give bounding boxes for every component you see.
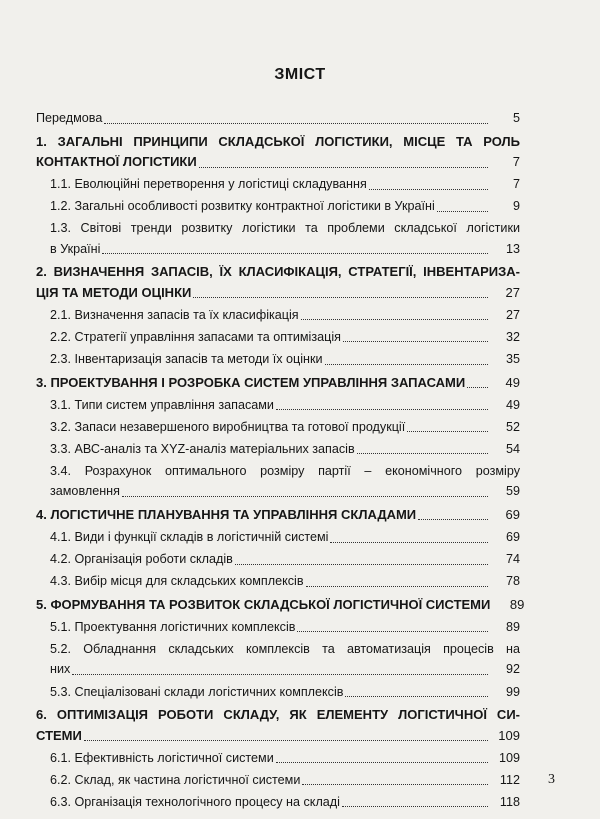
toc-entry-text: 1.1. Еволюційні перетворення у логістиці складування bbox=[50, 177, 367, 192]
toc-entry-text: 3.3. АВС-аналіз та XYZ-аналіз матеріальних запасів bbox=[50, 441, 355, 456]
dot-leader bbox=[345, 695, 488, 697]
toc-entry bbox=[36, 108, 520, 129]
toc-page-number: 9 bbox=[512, 199, 520, 214]
dot-leader bbox=[302, 783, 488, 785]
toc-page-number: 27 bbox=[505, 307, 520, 322]
toc-entry-text: 5.1. Проектування логістичних комплексів bbox=[50, 619, 296, 634]
toc-entry-text: ЦІЯ ТА МЕТОДИ ОЦІНКИ bbox=[36, 284, 192, 300]
dot-leader bbox=[297, 630, 488, 632]
toc-chapter bbox=[36, 262, 520, 303]
toc-entry-text: 3.2. Запаси незавершеного виробництва та готової продукції bbox=[50, 419, 406, 434]
toc-page-number: 118 bbox=[499, 794, 520, 809]
toc-chapter bbox=[36, 705, 520, 746]
dot-leader bbox=[418, 518, 488, 520]
toc-page-number: 5 bbox=[512, 111, 520, 125]
toc-entry-text: 4.3. Вибір місця для складських комплексів bbox=[50, 574, 304, 589]
dot-leader bbox=[437, 210, 488, 212]
toc-section bbox=[36, 349, 520, 370]
toc-entry-text: 1.2. Загальні особливості розвитку контрактної логістики в Україні bbox=[50, 199, 435, 214]
toc-entry-text: 3.1. Типи систем управління запасами bbox=[50, 397, 274, 412]
toc-page-number: 54 bbox=[505, 441, 520, 456]
toc-entry-text: 3.4. Розрахунок оптимального розміру партії – економічного розміру bbox=[50, 463, 520, 478]
toc-entry-text: 6.2. Склад, як частина логістичної системи bbox=[50, 772, 301, 787]
toc-entry-text: в Україні bbox=[50, 241, 101, 256]
table-of-contents bbox=[36, 108, 525, 814]
page-title: ЗМІСТ bbox=[274, 66, 326, 83]
toc-section bbox=[36, 174, 520, 195]
toc-entry-text: 2.2. Стратегії управління запасами та оптимізація bbox=[50, 329, 341, 344]
toc-entry-text: СТЕМИ bbox=[36, 727, 82, 743]
toc-page-number: 92 bbox=[505, 662, 520, 677]
toc-page-number: 99 bbox=[505, 684, 520, 699]
toc-entry-text: 5.3. Спеціалізовані склади логістичних комплексів bbox=[50, 684, 344, 699]
dot-leader bbox=[369, 188, 488, 190]
toc-section bbox=[36, 682, 520, 703]
toc-section bbox=[36, 327, 520, 348]
dot-leader bbox=[199, 166, 488, 168]
page-number: 3 bbox=[548, 772, 555, 787]
toc-page-number: 109 bbox=[498, 750, 520, 765]
toc-chapter bbox=[36, 595, 525, 616]
dot-leader bbox=[193, 296, 488, 298]
toc-section bbox=[36, 417, 520, 438]
toc-page-number: 49 bbox=[505, 397, 520, 412]
toc-page-number: 112 bbox=[499, 772, 520, 787]
toc-page-number: 13 bbox=[505, 241, 520, 256]
toc-page-number: 109 bbox=[498, 727, 520, 743]
toc-chapter bbox=[36, 132, 520, 173]
dot-leader bbox=[330, 541, 488, 543]
toc-section bbox=[36, 792, 520, 813]
toc-entry-text: 4. ЛОГІСТИЧНЕ ПЛАНУВАННЯ ТА УПРАВЛІННЯ СКЛАДАМИ bbox=[36, 506, 417, 522]
toc-page-number: 32 bbox=[505, 329, 520, 344]
dot-leader bbox=[276, 761, 488, 763]
toc-page-number: 52 bbox=[505, 419, 520, 434]
toc-entry-text: 1. ЗАГАЛЬНІ ПРИНЦИПИ СКЛАДСЬКОЇ ЛОГІСТИКИ, МІСЦЕ ТА РОЛЬ bbox=[36, 133, 520, 149]
toc-page-number: 7 bbox=[512, 154, 520, 169]
dot-leader bbox=[342, 805, 488, 807]
toc-chapter bbox=[36, 505, 520, 526]
dot-leader bbox=[104, 122, 488, 124]
dot-leader bbox=[407, 430, 488, 432]
toc-entry-text: них bbox=[50, 662, 71, 677]
toc-section bbox=[36, 196, 520, 217]
toc-entry-text: 6.3. Організація технологічного процесу на складі bbox=[50, 794, 340, 809]
toc-page-number: 78 bbox=[505, 574, 520, 589]
dot-leader bbox=[84, 739, 488, 741]
dot-leader bbox=[235, 563, 488, 565]
dot-leader bbox=[102, 252, 488, 254]
toc-section bbox=[36, 439, 520, 460]
dot-leader bbox=[306, 585, 488, 587]
toc-entry-text: 2.1. Визначення запасів та їх класифікація bbox=[50, 307, 299, 322]
toc-section bbox=[36, 305, 520, 326]
toc-entry-text: 3. ПРОЕКТУВАННЯ І РОЗРОБКА СИСТЕМ УПРАВЛІННЯ ЗАПАСАМИ bbox=[36, 374, 466, 390]
toc-entry-text: 4.1. Види і функції складів в логістичній системі bbox=[50, 530, 329, 545]
dot-leader bbox=[276, 408, 488, 410]
toc-page-number: 69 bbox=[505, 506, 520, 522]
toc-chapter bbox=[36, 373, 520, 394]
toc-section bbox=[36, 571, 520, 592]
toc-entry-text: 4.2. Організація роботи складів bbox=[50, 552, 233, 567]
toc-entry-text: КОНТАКТНОЇ ЛОГІСТИКИ bbox=[36, 154, 197, 169]
dot-leader bbox=[357, 452, 488, 454]
toc-page-number: 49 bbox=[505, 374, 520, 390]
toc-section bbox=[36, 527, 520, 548]
toc-entry-text: 2.3. Інвентаризація запасів та методи їх оцінки bbox=[50, 352, 323, 367]
toc-entry-text: Передмова bbox=[36, 111, 103, 125]
toc-entry-text: 1.3. Світові тренди розвитку логістики та проблеми складської логістики bbox=[50, 221, 520, 236]
toc-page-number: 59 bbox=[505, 484, 520, 499]
toc-entry-text: замовлення bbox=[50, 484, 120, 499]
dot-leader bbox=[343, 340, 488, 342]
dot-leader bbox=[122, 495, 488, 497]
toc-section bbox=[36, 617, 520, 638]
dot-leader bbox=[325, 363, 488, 365]
toc-page-number: 74 bbox=[505, 552, 520, 567]
toc-page-number: 89 bbox=[505, 619, 520, 634]
toc-section bbox=[36, 639, 520, 680]
toc-entry-text: 6. ОПТИМІЗАЦІЯ РОБОТИ СКЛАДУ, ЯК ЕЛЕМЕНТУ ЛОГІСТИЧНОЇ СИ- bbox=[36, 707, 520, 722]
toc-section bbox=[36, 218, 520, 259]
toc-page-number: 35 bbox=[505, 352, 520, 367]
toc-page-number: 89 bbox=[509, 596, 525, 612]
dot-leader bbox=[467, 386, 488, 388]
dot-leader bbox=[301, 318, 488, 320]
toc-section bbox=[36, 549, 520, 570]
dot-leader bbox=[72, 673, 488, 675]
toc-entry-text: 6.1. Ефективність логістичної системи bbox=[50, 750, 274, 765]
toc-section bbox=[36, 461, 520, 502]
toc-entry-text: 2. ВИЗНАЧЕННЯ ЗАПАСІВ, ЇХ КЛАСИФІКАЦІЯ, СТРАТЕГІЇ, ІНВЕНТАРИЗА- bbox=[36, 264, 520, 280]
toc-entry-text: 5. ФОРМУВАННЯ ТА РОЗВИТОК СКЛАДСЬКОЇ ЛОГІСТИЧНОЇ СИСТЕМИ bbox=[36, 596, 491, 612]
toc-section bbox=[36, 748, 520, 769]
toc-page-number: 69 bbox=[505, 530, 520, 545]
toc-page-number: 27 bbox=[505, 284, 520, 300]
toc-page-number: 7 bbox=[512, 177, 520, 192]
toc-section bbox=[36, 395, 520, 416]
toc-entry-text: 5.2. Обладнання складських комплексів та автоматизація процесів на bbox=[50, 641, 520, 656]
toc-section bbox=[36, 770, 520, 791]
